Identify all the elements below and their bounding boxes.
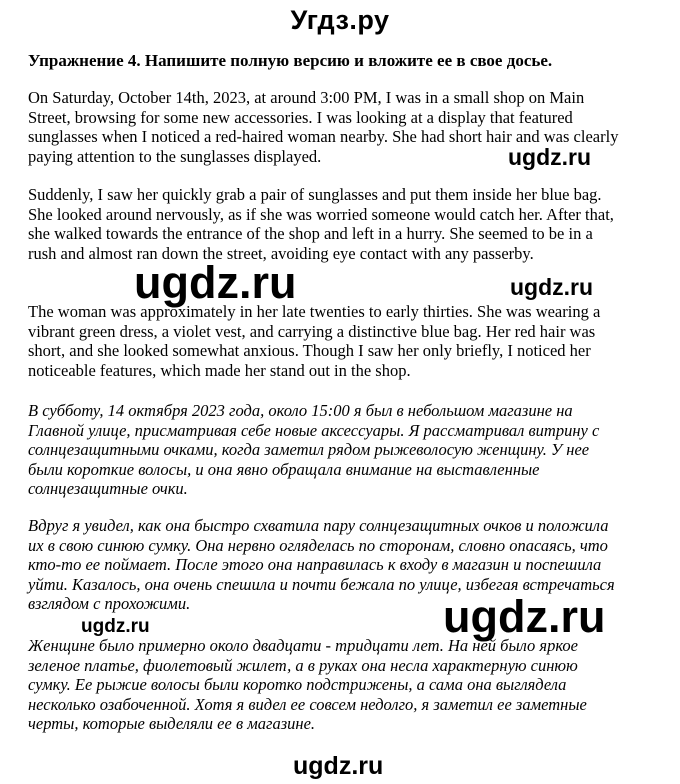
russian-paragraph-3: Женщине было примерно около двадцати - тридцати лет. На ней было яркое зеленое платье, фиолетовый жилет, а в руках она несла характерную синюю сумку. Ее рыжие волосы были коротко подстрижены, а сама она выглядела несколько озабоченной. Хотя я видел ее совсем недолго, я заметил ее заметные черты, которые выделяли ее в магазине. [28, 636, 587, 733]
ugdz-watermark: ugdz.ru [510, 274, 594, 300]
ugdz-watermark: ugdz.ru [508, 144, 592, 170]
english-paragraph-3: The woman was approximately in her late twenties to early thirties. She was wearing a vibrant green dress, a violet vest, and carrying a distinctive blue bag. Her red hair was short, and she looked somewhat anxious. Though I saw her only briefly, I noticed her noticeable features, which made her stand out in the shop. [28, 302, 601, 380]
russian-paragraph-1: В субботу, 14 октября 2023 года, около 15:00 я был в небольшом магазине на Главной улице, присматривая себе новые аксессуары. Я рассматривал витрину с солнцезащитными очками, когда заметил рядом рыжеволосую женщину. У нее были короткие волосы, и она явно обращала внимание на выставленные солнцезащитные очки. [28, 401, 600, 498]
ugdz-watermark: ugdz.ru [443, 591, 606, 642]
english-paragraph-1: On Saturday, October 14th, 2023, at around 3:00 PM, I was in a small shop on Main Street, browsing for some new accessories. I was looking at a display that featured sunglasses when I noticed a red-haired woman nearby. She had short hair and was clearly paying attention to the sunglasses displayed. [28, 88, 619, 166]
ugdz-watermark: ugdz.ru [81, 616, 150, 637]
ugdz-watermark: ugdz.ru [134, 257, 297, 308]
english-paragraph-2: Suddenly, I saw her quickly grab a pair of sunglasses and put them inside her blue bag. She looked around nervously, as if she was worried someone would catch her. After that, she walked towards the entrance of the shop and left in a hurry. She seemed to be in a rush and almost ran down the street, avoiding eye contact with any passerby. [28, 185, 614, 263]
site-title: Угдз.ру [290, 5, 390, 35]
russian-paragraph-2: Вдруг я увидел, как она быстро схватила пару солнцезащитных очков и положила их в свою синюю сумку. Она нервно огляделась по сторонам, словно опасаясь, что кто-то ее поймает. После этого она направилась к входу в магазин и поспешила уйти. Казалось, она очень спешила и почти бежала по улице, избегая встречаться взглядом с прохожими. [28, 516, 615, 613]
exercise-heading: Упражнение 4. Напишите полную версию и вложите ее в свое досье. [28, 51, 553, 70]
ugdz-watermark: ugdz.ru [293, 752, 384, 780]
